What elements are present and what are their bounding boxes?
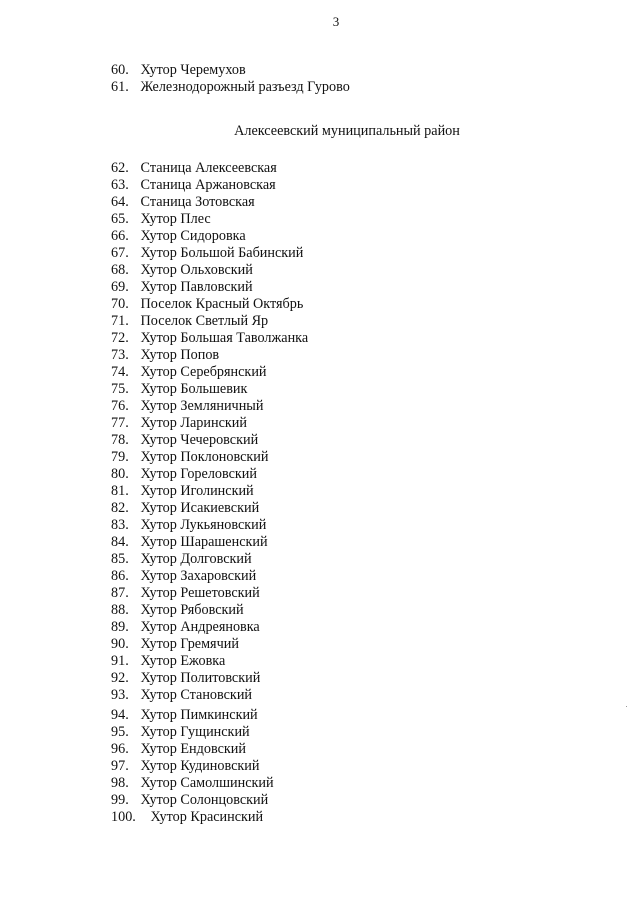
item-name: Хутор Гремячий (140, 636, 239, 652)
item-number: 75. (111, 381, 129, 397)
list-item (111, 466, 308, 483)
item-number: 80. (111, 466, 129, 482)
list-item (111, 707, 308, 724)
item-number: 91. (111, 653, 129, 669)
list-item (111, 741, 308, 758)
list-item (111, 602, 308, 619)
item-name: Станица Алексеевская (140, 160, 277, 176)
list-item (111, 809, 308, 826)
list-item (111, 262, 308, 279)
item-name: Хутор Солонцовский (140, 792, 269, 808)
item-name: Поселок Светлый Яр (140, 313, 269, 329)
page-number: 3 (332, 14, 340, 29)
list-item (111, 500, 308, 517)
list-item (111, 670, 308, 687)
item-name: Железнодорожный разъезд Гурово (140, 79, 350, 95)
item-number: 64. (111, 194, 129, 210)
item-name: Хутор Иголинский (140, 483, 254, 499)
item-number: 65. (111, 211, 129, 227)
item-number: 90. (111, 636, 129, 652)
list-item (111, 775, 308, 792)
item-name: Хутор Ольховский (140, 262, 253, 278)
item-name: Хутор Земляничный (140, 398, 264, 414)
item-number: 97. (111, 758, 129, 774)
item-number: 76. (111, 398, 129, 414)
item-name: Хутор Гущинский (140, 724, 250, 740)
item-name: Хутор Чечеровский (140, 432, 259, 448)
list-item (111, 279, 308, 296)
item-number: 69. (111, 279, 129, 295)
item-name: Хутор Захаровский (140, 568, 257, 584)
item-number: 85. (111, 551, 129, 567)
list-item (111, 347, 308, 364)
item-name: Хутор Становский (140, 687, 253, 703)
list-item (111, 79, 350, 96)
item-number: 77. (111, 415, 129, 431)
item-number: 93. (111, 687, 129, 703)
list-item (111, 398, 308, 415)
scan-speck (626, 706, 627, 707)
item-number: 87. (111, 585, 129, 601)
settlement-list-alekseevsky (111, 160, 308, 826)
item-number: 70. (111, 296, 129, 312)
list-item (111, 534, 308, 551)
item-number: 72. (111, 330, 129, 346)
item-number: 78. (111, 432, 129, 448)
list-item (111, 211, 308, 228)
settlement-list-intro (111, 62, 350, 96)
list-item (111, 568, 308, 585)
list-item (111, 245, 308, 262)
item-number: 92. (111, 670, 129, 686)
item-number: 71. (111, 313, 129, 329)
list-item (111, 415, 308, 432)
item-number: 100. (111, 809, 136, 825)
list-item (111, 160, 308, 177)
list-item (111, 313, 308, 330)
item-number: 88. (111, 602, 129, 618)
item-name: Хутор Черемухов (140, 62, 246, 78)
list-item (111, 585, 308, 602)
section-heading: Алексеевский муниципальный район (234, 123, 460, 139)
item-number: 83. (111, 517, 129, 533)
list-item (111, 364, 308, 381)
item-number: 81. (111, 483, 129, 499)
list-item (111, 62, 350, 79)
item-number: 82. (111, 500, 129, 516)
item-name: Станица Аржановская (140, 177, 276, 193)
item-number: 95. (111, 724, 129, 740)
item-number: 62. (111, 160, 129, 176)
list-item (111, 177, 308, 194)
item-name: Хутор Кудиновский (140, 758, 260, 774)
item-name: Хутор Попов (140, 347, 220, 363)
item-name: Хутор Большой Бабинский (140, 245, 304, 261)
list-item (111, 792, 308, 809)
item-name: Хутор Решетовский (140, 585, 260, 601)
item-name: Хутор Павловский (140, 279, 253, 295)
item-name: Хутор Плес (140, 211, 211, 227)
item-number: 63. (111, 177, 129, 193)
list-item (111, 619, 308, 636)
item-name: Хутор Шарашенский (140, 534, 268, 550)
item-name: Хутор Большевик (140, 381, 248, 397)
list-item (111, 636, 308, 653)
item-name: Поселок Красный Октябрь (140, 296, 304, 312)
item-name: Хутор Сидоровка (140, 228, 246, 244)
item-name: Хутор Андреяновка (140, 619, 260, 635)
list-item (111, 551, 308, 568)
item-name: Хутор Гореловский (140, 466, 257, 482)
list-item (111, 724, 308, 741)
item-number: 79. (111, 449, 129, 465)
item-name: Хутор Серебрянский (140, 364, 267, 380)
list-item (111, 296, 308, 313)
list-item (111, 517, 308, 534)
item-name: Хутор Пимкинский (140, 707, 258, 723)
item-number: 84. (111, 534, 129, 550)
item-name: Хутор Поклоновский (140, 449, 269, 465)
list-item (111, 381, 308, 398)
list-item (111, 194, 308, 211)
item-name: Станица Зотовская (140, 194, 255, 210)
item-name: Хутор Красинский (150, 809, 264, 825)
item-name: Хутор Большая Таволжанка (140, 330, 309, 346)
item-number: 86. (111, 568, 129, 584)
item-number: 67. (111, 245, 129, 261)
item-number: 74. (111, 364, 129, 380)
item-name: Хутор Рябовский (140, 602, 244, 618)
item-number: 94. (111, 707, 129, 723)
item-name: Хутор Самолшинский (140, 775, 274, 791)
item-number: 98. (111, 775, 129, 791)
list-item (111, 483, 308, 500)
item-name: Хутор Исакиевский (140, 500, 260, 516)
list-item (111, 653, 308, 670)
item-name: Хутор Долговский (140, 551, 252, 567)
item-name: Хутор Лукьяновский (140, 517, 267, 533)
list-item (111, 687, 308, 704)
item-name: Хутор Ежовка (140, 653, 226, 669)
item-number: 60. (111, 62, 129, 78)
item-name: Хутор Ларинский (140, 415, 247, 431)
list-item (111, 758, 308, 775)
list-item (111, 449, 308, 466)
item-number: 73. (111, 347, 129, 363)
item-number: 66. (111, 228, 129, 244)
item-number: 61. (111, 79, 129, 95)
list-item (111, 228, 308, 245)
list-item (111, 330, 308, 347)
item-name: Хутор Политовский (140, 670, 261, 686)
list-item (111, 432, 308, 449)
item-number: 68. (111, 262, 129, 278)
item-number: 96. (111, 741, 129, 757)
item-number: 89. (111, 619, 129, 635)
item-name: Хутор Ендовский (140, 741, 246, 757)
item-number: 99. (111, 792, 129, 808)
